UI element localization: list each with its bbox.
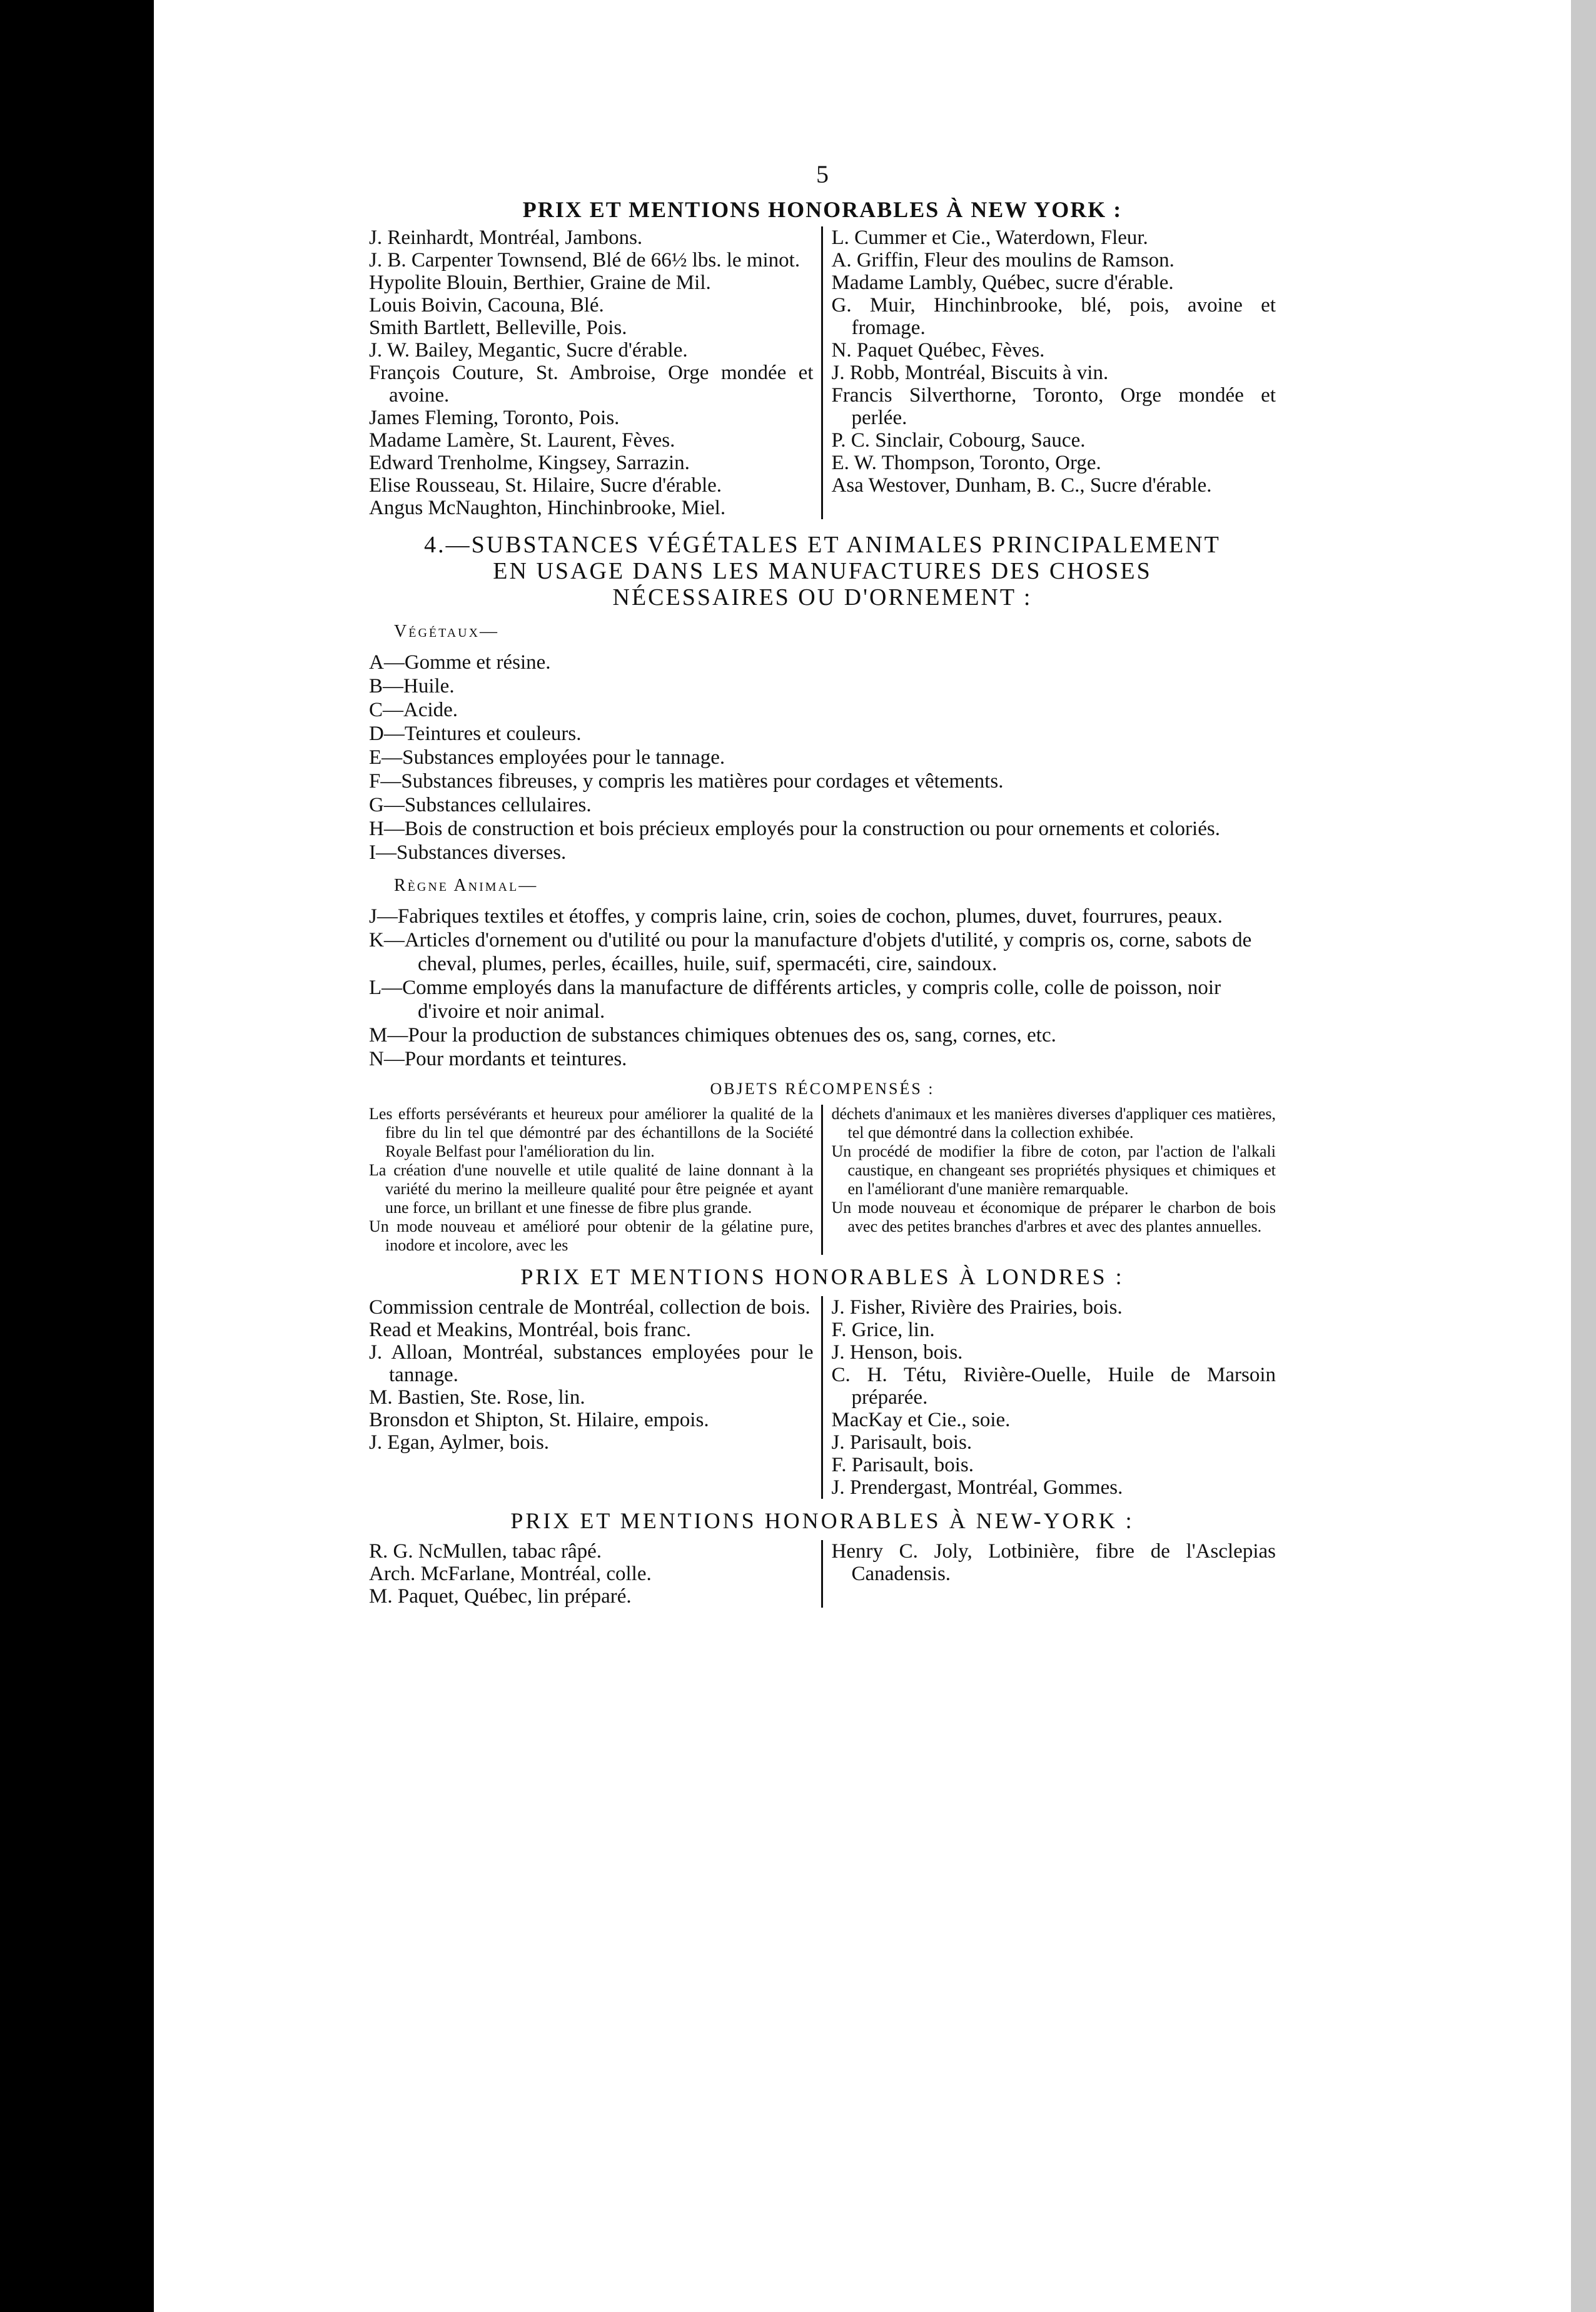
award-entry: M. Bastien, Ste. Rose, lin. [369,1386,585,1409]
london-prizes-right-column [821,1296,1276,1499]
section-4-title-line-1: 4.—SUBSTANCES VÉGÉTALES ET ANIMALES PRINCIPALEMENT [424,532,1221,558]
vegetaux-item: D—Teintures et couleurs. [369,722,582,745]
animal-item: J—Fabriques textiles et étoffes, y compris laine, crin, soies de cochon, plumes, duvet, fourrures, peaux. [369,905,1223,928]
award-entry: A. Griffin, Fleur des moulins de Ramson. [831,249,1174,271]
award-entry: Commission centrale de Montréal, collection de bois. [369,1296,811,1319]
section-4-title-line-2: EN USAGE DANS LES MANUFACTURES DES CHOSES [493,558,1152,584]
award-entry: N. Paquet Québec, Fèves. [831,339,1045,362]
award-entry: Francis Silverthorne, Toronto, Orge mondée et perlée. [831,384,1276,429]
award-entry: Read et Meakins, Montréal, bois franc. [369,1319,692,1341]
ny-prizes-left-column [369,226,821,519]
regne-animal-subheading: Règne Animal— [394,876,538,895]
award-entry: Angus McNaughton, Hinchinbrooke, Miel. [369,497,726,519]
award-entry: J. W. Bailey, Megantic, Sucre d'érable. [369,339,688,362]
animal-item: N—Pour mordants et teintures. [369,1048,627,1070]
award-entry: F. Parisault, bois. [831,1454,974,1476]
section-4-title-line-3: NÉCESSAIRES OU D'ORNEMENT : [612,584,1033,611]
award-entry: J. Alloan, Montréal, substances employées pour le tannage. [369,1341,814,1386]
vegetaux-subheading: Végétaux— [394,622,500,641]
objets-right-column [821,1105,1276,1255]
vegetaux-item: H—Bois de construction et bois précieux employés pour la construction ou pour ornements et coloriés. [369,818,1220,840]
award-entry: Madame Lamère, St. Laurent, Fèves. [369,429,675,452]
award-entry: M. Paquet, Québec, lin préparé. [369,1585,632,1608]
award-entry: J. Prendergast, Montréal, Gommes. [831,1476,1123,1499]
award-entry: François Couture, St. Ambroise, Orge mondée et avoine. [369,362,814,407]
award-entry: J. B. Carpenter Townsend, Blé de 66½ lbs. le minot. [369,249,801,271]
objet-entry: Un mode nouveau et amélioré pour obtenir de la gélatine pure, inodore et incolore, avec les [369,1217,814,1254]
objet-entry: Un procédé de modifier la fibre de coton, par l'action de l'alkali caustique, en changeant ses propriétés physiques et chimiques et en l'améliorant d'une manière remarquable. [831,1142,1276,1198]
vegetaux-item: E—Substances employées pour le tannage. [369,746,725,769]
section-4-title [369,532,1276,611]
award-entry: James Fleming, Toronto, Pois. [369,407,620,429]
ny-prizes-2-right-column [821,1540,1276,1608]
award-entry: Henry C. Joly, Lotbinière, fibre de l'Asclepias Canadensis. [831,1540,1276,1585]
award-entry: MacKay et Cie., soie. [831,1409,1011,1431]
ny-prizes-right-column [821,226,1276,519]
objets-left-column [369,1105,821,1255]
objet-entry: La création d'une nouvelle et utile qualité de laine donnant à la variété du merino la meilleure qualité pour être peignée et ayant une force, un brillant et une finesse de fibre plus grande. [369,1161,814,1217]
vegetaux-item: C—Acide. [369,699,458,721]
award-entry: Louis Boivin, Cacouna, Blé. [369,294,604,317]
award-entry: F. Grice, lin. [831,1319,935,1341]
ny-prizes-2-heading: PRIX ET MENTIONS HONORABLES À NEW-YORK : [510,1508,1134,1533]
vegetaux-list [369,651,1276,864]
award-entry: Elise Rousseau, St. Hilaire, Sucre d'érable. [369,474,722,497]
ny-prizes-2-columns [369,1540,1276,1608]
vegetaux-item: A—Gomme et résine. [369,651,551,674]
award-entry: J. Reinhardt, Montréal, Jambons. [369,226,643,249]
animal-item: L—Comme employés dans la manufacture de différents articles, y compris colle, colle de poisson, noir d'ivoire et noir animal. [369,976,1221,1023]
award-entry: R. G. NcMullen, tabac râpé. [369,1540,602,1563]
award-entry: Madame Lambly, Québec, sucre d'érable. [831,271,1174,294]
award-entry: J. Henson, bois. [831,1341,963,1364]
regne-animal-list [369,905,1276,1071]
objet-entry: Les efforts persévérants et heureux pour améliorer la qualité de la fibre du lin tel que démontré par des échantillons de la Société Royale Belfast pour l'amélioration du lin. [369,1105,814,1160]
award-entry: Arch. McFarlane, Montréal, colle. [369,1563,652,1585]
objet-entry: Un mode nouveau et économique de préparer le charbon de bois avec des petites branches d'arbres et avec des plantes annuelles. [831,1199,1276,1235]
ny-prizes-columns [369,226,1276,519]
award-entry: Hypolite Blouin, Berthier, Graine de Mil. [369,271,711,294]
london-prizes-columns [369,1296,1276,1499]
award-entry: C. H. Tétu, Rivière-Ouelle, Huile de Marsoin préparée. [831,1364,1276,1409]
award-entry: Smith Bartlett, Belleville, Pois. [369,317,627,339]
award-entry: J. Parisault, bois. [831,1431,972,1454]
animal-item: M—Pour la production de substances chimiques obtenues des os, sang, cornes, etc. [369,1024,1056,1047]
vegetaux-item: G—Substances cellulaires. [369,794,592,816]
award-entry: Edward Trenholme, Kingsey, Sarrazin. [369,452,690,474]
page-number: 5 [816,160,829,188]
award-entry: P. C. Sinclair, Cobourg, Sauce. [831,429,1086,452]
vegetaux-item: F—Substances fibreuses, y compris les matières pour cordages et vêtements. [369,770,1004,793]
award-entry: Asa Westover, Dunham, B. C., Sucre d'érable. [831,474,1212,497]
award-entry: J. Egan, Aylmer, bois. [369,1431,550,1454]
award-entry: E. W. Thompson, Toronto, Orge. [831,452,1101,474]
objets-recompenses-heading: OBJETS RÉCOMPENSÉS : [710,1080,935,1098]
award-entry: G. Muir, Hinchinbrooke, blé, pois, avoine et fromage. [831,294,1276,339]
vegetaux-item: B—Huile. [369,675,455,697]
document-page [369,160,1276,1608]
award-entry: J. Robb, Montréal, Biscuits à vin. [831,362,1109,384]
ny-prizes-heading: PRIX ET MENTIONS HONORABLES À NEW YORK : [522,197,1123,222]
ny-prizes-2-left-column [369,1540,821,1608]
vegetaux-item: I—Substances diverses. [369,841,567,864]
objets-columns [369,1105,1276,1255]
objet-entry: déchets d'animaux et les manières diverses d'appliquer ces matières, tel que démontré dans la collection exhibée. [831,1105,1276,1142]
award-entry: Bronsdon et Shipton, St. Hilaire, empois. [369,1409,709,1431]
award-entry: L. Cummer et Cie., Waterdown, Fleur. [831,226,1148,249]
london-prizes-heading: PRIX ET MENTIONS HONORABLES À LONDRES : [520,1264,1124,1289]
london-prizes-left-column [369,1296,821,1499]
award-entry: J. Fisher, Rivière des Prairies, bois. [831,1296,1123,1319]
page-edge-shadow [1571,0,1596,2312]
animal-item: K—Articles d'ornement ou d'utilité ou pour la manufacture d'objets d'utilité, y compris os, corne, sabots de cheval, plumes, perles, écailles, huile, suif, spermacéti, cire, saindoux. [369,929,1252,975]
